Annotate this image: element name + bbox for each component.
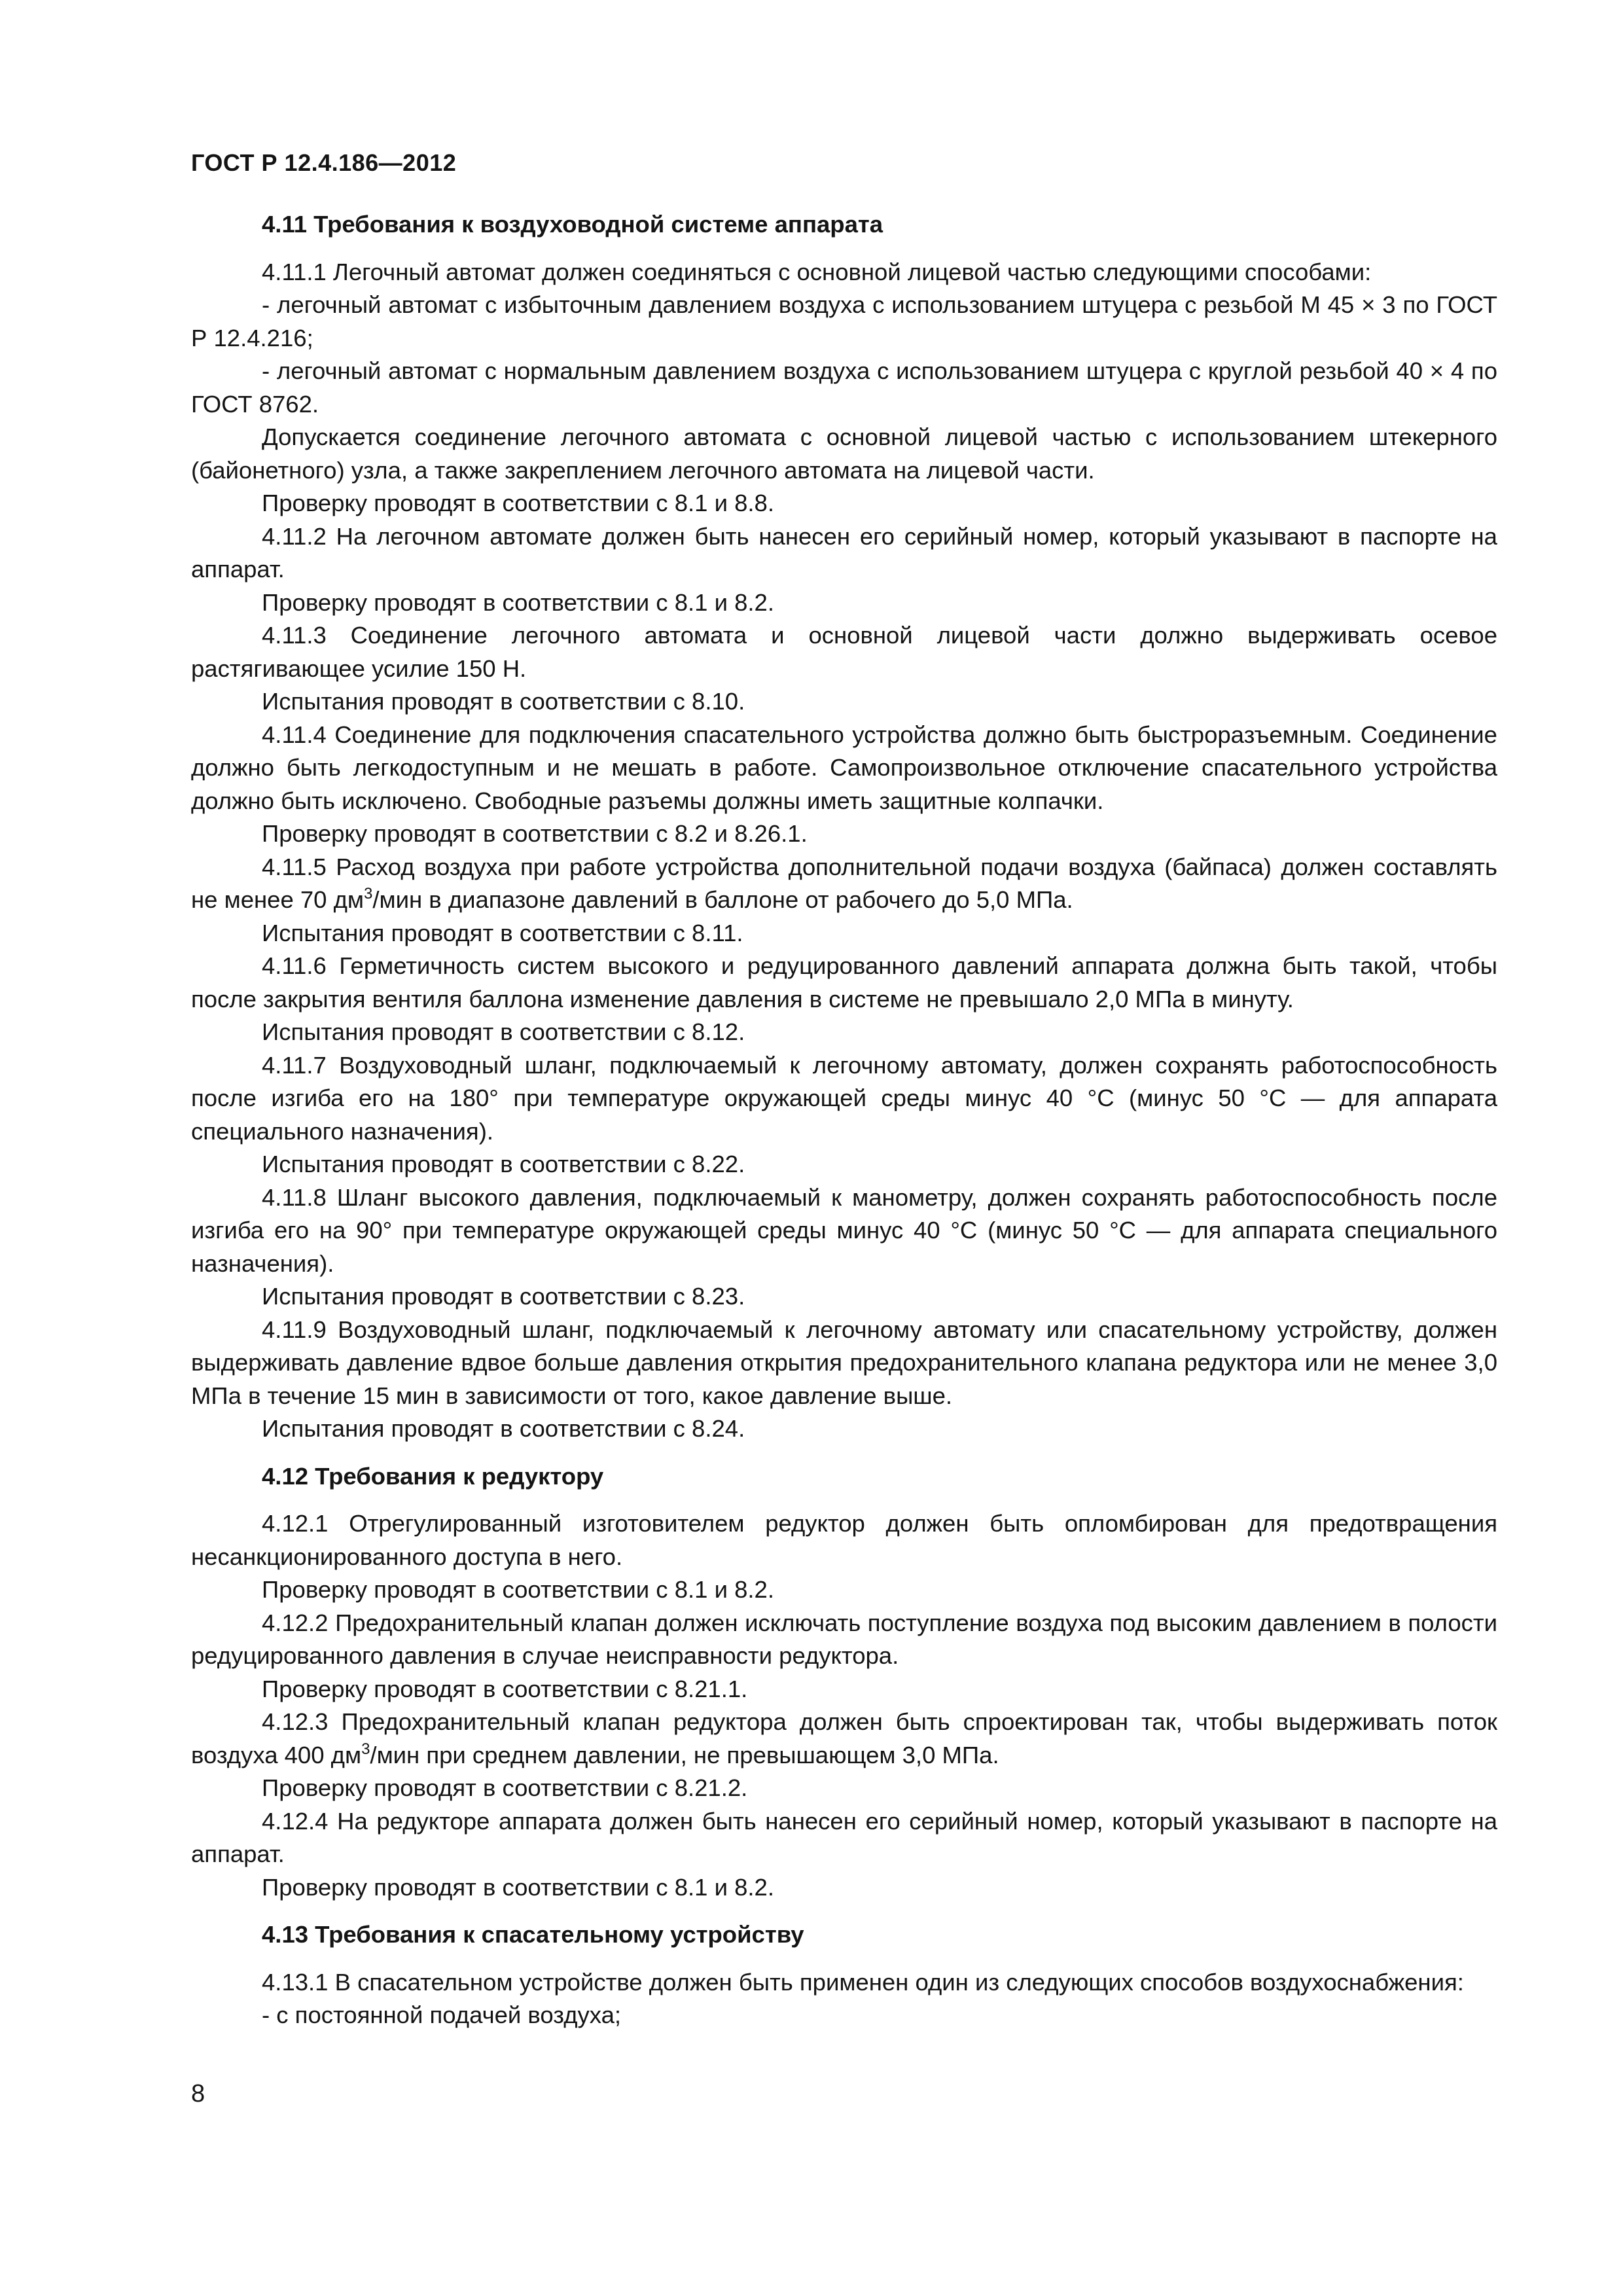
paragraph: 4.12.1 Отрегулированный изготовителем редуктор должен быть опломбирован для предотвращения несанкционированного доступа в него. (191, 1510, 1497, 1570)
section-heading-4-13: 4.13 Требования к спасательному устройству (262, 1921, 804, 1948)
document-code-header: ГОСТ Р 12.4.186—2012 (191, 149, 457, 176)
paragraph: 4.11.3 Соединение легочного автомата и основной лицевой части должно выдерживать осевое растягивающее усилие 150 Н. (191, 622, 1497, 682)
superscript: 3 (361, 1740, 370, 1758)
paragraph: Испытания проводят в соответствии с 8.10. (262, 688, 745, 715)
paragraph: Испытания проводят в соответствии с 8.11. (262, 919, 743, 946)
paragraph-with-superscript (191, 1706, 1497, 1772)
paragraph: Допускается соединение легочного автомата с основной лицевой частью с использованием штекерного (байонетного) узла, а также закреплением легочного автомата на лицевой части. (191, 423, 1497, 484)
paragraph: 4.12.2 Предохранительный клапан должен исключать поступление воздуха под высоким давлением в полости редуцированного давления в случае неисправности редуктора. (191, 1609, 1497, 1669)
paragraph: 4.11.6 Герметичность систем высокого и редуцированного давлений аппарата должна быть такой, чтобы после закрытия вентиля баллона изменение давления в системе не превышало 2,0 МПа в минуту. (191, 952, 1497, 1013)
list-item: - легочный автомат с избыточным давлением воздуха с использованием штуцера с резьбой М 45 × 3 по ГОСТ Р 12.4.216; (191, 291, 1497, 351)
paragraph: 4.11.7 Воздуховодный шланг, подключаемый к легочному автомату, должен сохранять работоспособность после изгиба его на 180° при температуре окружающей среды минус 40 °С (минус 50 °С — для аппарата специального назначения). (191, 1051, 1497, 1145)
paragraph-text: /мин в диапазоне давлений в баллоне от рабочего до 5,0 МПа. (372, 886, 1073, 913)
paragraph-text: /мин при среднем давлении, не превышающем 3,0 МПа. (370, 1741, 999, 1768)
paragraph: 4.11.1 Легочный автомат должен соединяться с основной лицевой частью следующими способами: (262, 258, 1372, 285)
paragraph: 4.11.4 Соединение для подключения спасательного устройства должно быть быстроразъемным. Соединение должно быть легкодоступным и не мешать в работе. Самопроизвольное отключение спасательного устройства должно быть исключено. Свободные разъемы должны иметь защитные колпачки. (191, 721, 1497, 814)
page-number: 8 (191, 2080, 205, 2108)
paragraph: Проверку проводят в соответствии с 8.1 и 8.2. (262, 1873, 774, 1901)
paragraph: 4.13.1 В спасательном устройстве должен быть применен один из следующих способов воздухоснабжения: (262, 1968, 1464, 1996)
paragraph: Проверку проводят в соответствии с 8.1 и 8.2. (262, 588, 774, 616)
paragraph: Испытания проводят в соответствии с 8.12. (262, 1018, 745, 1045)
document-body (191, 208, 1497, 2032)
section-heading-4-12: 4.12 Требования к редуктору (262, 1462, 604, 1490)
paragraph: Испытания проводят в соответствии с 8.24. (262, 1415, 745, 1442)
list-item: - с постоянной подачей воздуха; (262, 2001, 622, 2028)
list-item: - легочный автомат с нормальным давлением воздуха с использованием штуцера с круглой резьбой 40 × 4 по ГОСТ 8762. (191, 357, 1497, 418)
paragraph: Проверку проводят в соответствии с 8.2 и 8.26.1. (262, 820, 808, 847)
paragraph: Испытания проводят в соответствии с 8.23. (262, 1283, 745, 1310)
paragraph: 4.11.9 Воздуховодный шланг, подключаемый к легочному автомату или спасательному устройству, должен выдерживать давление вдвое больше давления открытия предохранительного клапана редуктора или не менее 3,0 МПа в течение 15 мин в зависимости от того, какое давление выше. (191, 1316, 1497, 1409)
section-heading-4-11: 4.11 Требования к воздуховодной системе аппарата (262, 211, 883, 238)
paragraph-text: 4.12.3 Предохранительный клапан редуктора должен быть спроектирован так, чтобы выдерживать поток воздуха 400 дм (191, 1708, 1497, 1768)
superscript: 3 (364, 885, 373, 903)
paragraph: Проверку проводят в соответствии с 8.21.2. (262, 1774, 748, 1801)
paragraph: Проверку проводят в соответствии с 8.21.1. (262, 1675, 748, 1702)
paragraph: 4.12.4 На редукторе аппарата должен быть нанесен его серийный номер, который указывают в паспорте на аппарат. (191, 1807, 1497, 1867)
paragraph: Проверку проводят в соответствии с 8.1 и 8.8. (262, 490, 774, 516)
paragraph: Проверку проводят в соответствии с 8.1 и 8.2. (262, 1576, 774, 1603)
paragraph: 4.11.8 Шланг высокого давления, подключаемый к манометру, должен сохранять работоспособность после изгиба его на 90° при температуре окружающей среды минус 40 °С (минус 50 °С — для аппарата специального назначения). (191, 1183, 1497, 1277)
paragraph: Испытания проводят в соответствии с 8.22. (262, 1151, 745, 1177)
paragraph-text: 4.11.5 Расход воздуха при работе устройства дополнительной подачи воздуха (байпаса) должен составлять не менее 70 дм (191, 853, 1497, 913)
paragraph: 4.11.2 На легочном автомате должен быть нанесен его серийный номер, который указывают в паспорте на аппарат. (191, 522, 1497, 583)
paragraph-with-superscript (191, 851, 1497, 917)
